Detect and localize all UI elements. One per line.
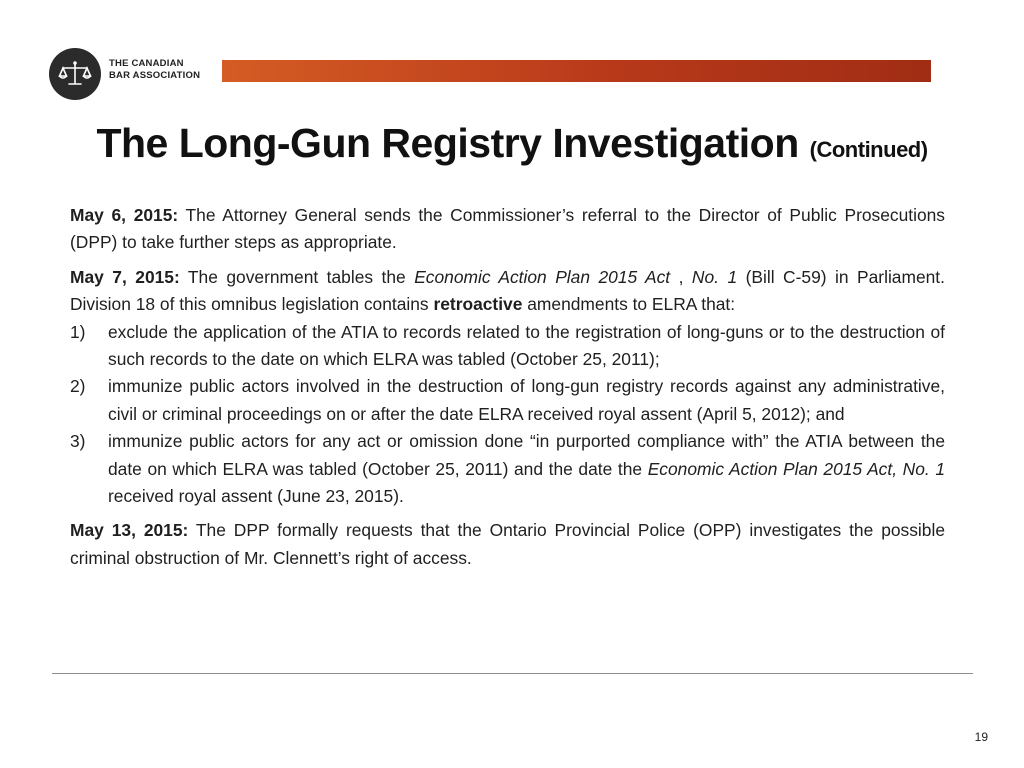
entry-text: , xyxy=(670,266,692,287)
list-text: received royal assent (June 23, 2015). xyxy=(108,486,404,507)
list-number: 1) xyxy=(70,321,86,342)
entry-may6 xyxy=(70,202,945,257)
list-item xyxy=(70,373,945,428)
title-main: The Long-Gun Registry Investigation xyxy=(96,120,799,166)
list-text: immunize public actors for any act or omission done “in purported compliance with” the ATIA between the date on which ELRA was tabled (October 25, 2011) and the date the xyxy=(108,431,945,479)
list-number: 2) xyxy=(70,376,86,397)
page-number: 19 xyxy=(974,730,988,744)
slide-body xyxy=(70,202,945,572)
scales-of-justice-icon xyxy=(58,59,92,89)
brand-color-bar xyxy=(222,60,931,82)
title-subtitle: (Continued) xyxy=(809,137,928,162)
list-text: immunize public actors involved in the destruction of long-gun registry records against any administrative, civil or criminal proceedings on or after the date ELRA received royal assent (April 5, 2012); and xyxy=(108,376,945,424)
act-name: Economic Action Plan 2015 Act, No. 1 xyxy=(647,458,945,479)
entry-date: May 7, 2015: xyxy=(70,266,180,287)
act-number: No. 1 xyxy=(691,266,738,287)
list-text: exclude the application of the ATIA to records related to the registration of long-guns or to the destruction of such records to the date on which ELRA was tabled (October 25, 2011); xyxy=(108,321,945,370)
footer-divider xyxy=(52,673,973,674)
entry-text: (Bill C-59) in Parliament. Division 18 of this omnibus legislation contains xyxy=(70,266,945,315)
entry-date: May 13, 2015: xyxy=(70,520,189,541)
list-number: 3) xyxy=(70,431,86,452)
org-name-line1: THE CANADIAN xyxy=(109,58,184,69)
emphasis-word: retroactive xyxy=(433,294,523,315)
entry-may13 xyxy=(70,517,945,572)
list-item xyxy=(70,428,945,510)
slide-title xyxy=(0,120,1024,167)
entry-date: May 6, 2015: xyxy=(70,205,179,225)
entry-text: The Attorney General sends the Commissioner’s referral to the Director of Public Prosecutions (DPP) to take further steps as appropriate. xyxy=(70,205,946,253)
entry-may7 xyxy=(70,264,945,319)
org-name-line2: BAR ASSOCIATION xyxy=(109,70,201,81)
list-item xyxy=(70,319,945,374)
organization-name xyxy=(109,58,219,82)
entry-text: The DPP formally requests that the Ontario Provincial Police (OPP) investigates the possible criminal obstruction of Mr. Clennett’s right of access. xyxy=(70,520,945,568)
act-name: Economic Action Plan 2015 Act xyxy=(414,266,671,287)
entry-text: amendments to ELRA that: xyxy=(522,294,736,315)
entry-text: The government tables the xyxy=(179,266,415,287)
amendments-list xyxy=(70,319,945,511)
cba-logo xyxy=(49,48,101,100)
